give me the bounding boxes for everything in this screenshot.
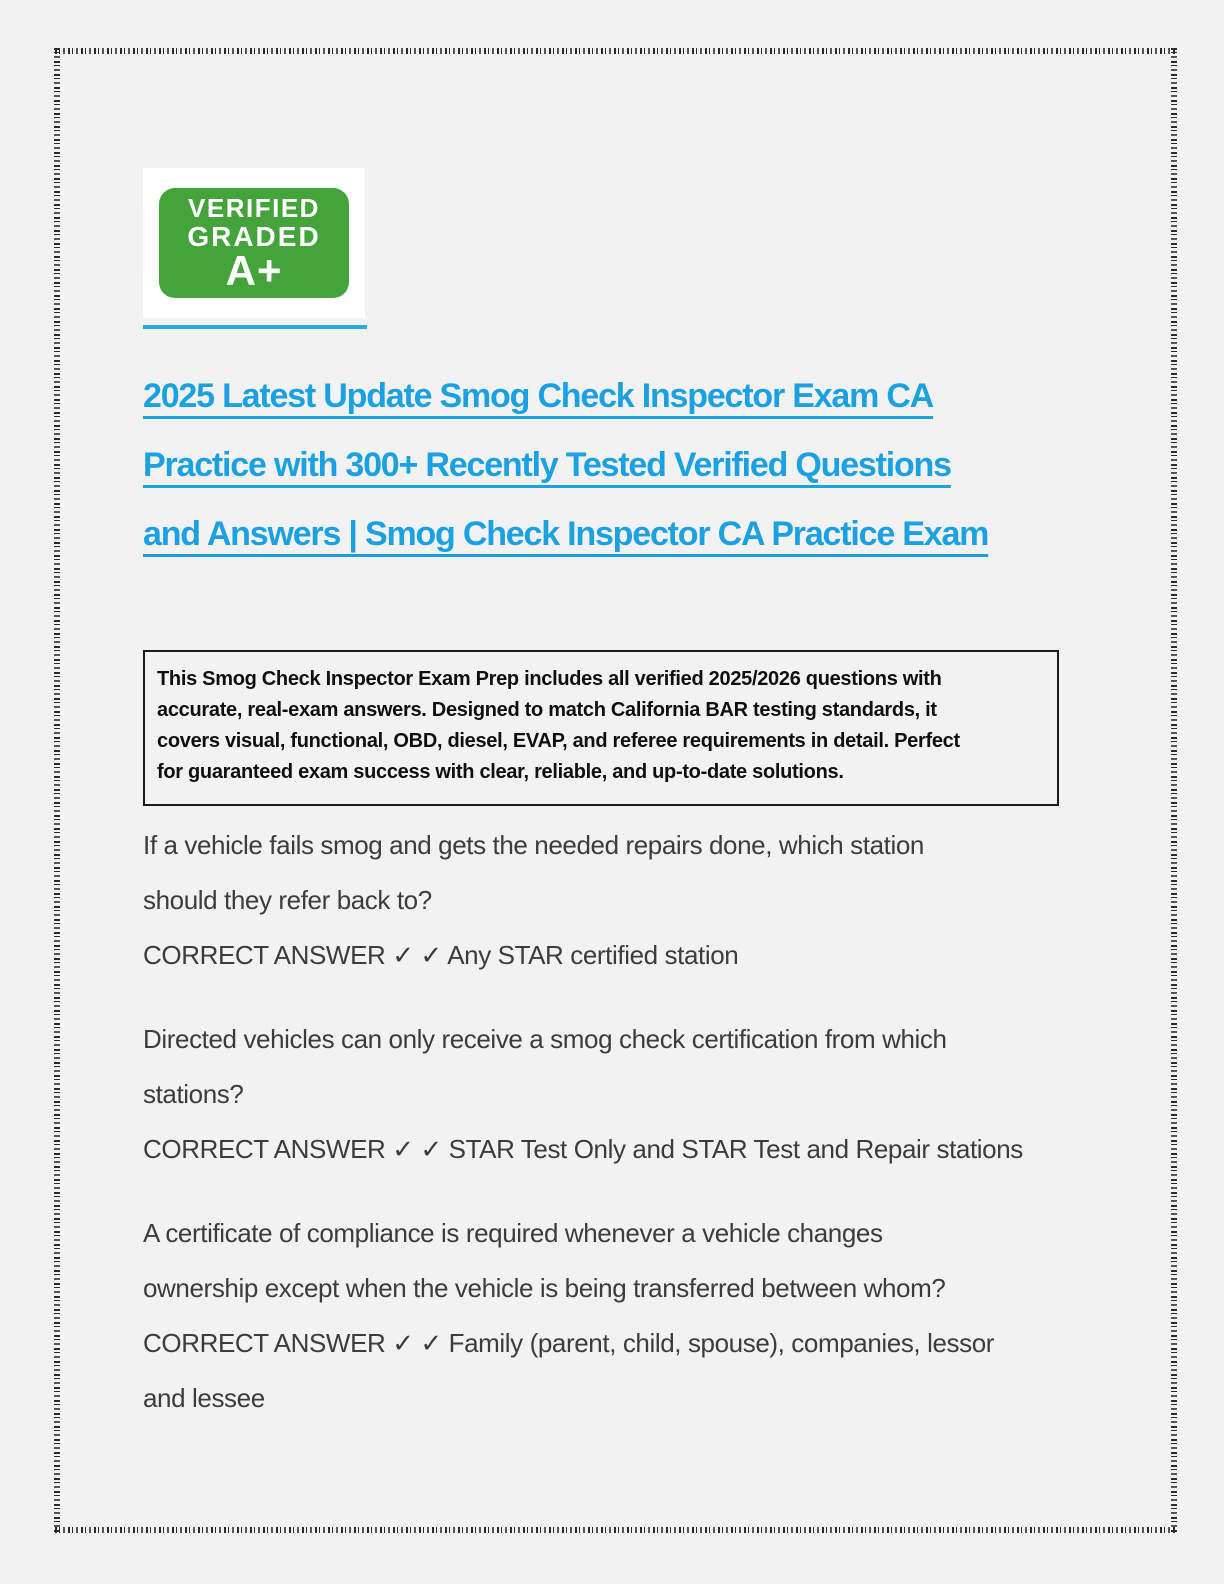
verified-graded-badge: [159, 188, 349, 298]
verified-graded-badge-image[interactable]: [143, 168, 365, 318]
page-border-right: [1171, 48, 1177, 1533]
answer-line: and lessee: [143, 1383, 265, 1413]
page-border-left: [54, 48, 60, 1533]
badge-text-graded: GRADED: [187, 221, 321, 252]
badge-text-a-plus: A+: [225, 247, 283, 295]
description-line: This Smog Check Inspector Exam Prep includes all verified 2025/2026 questions with: [157, 668, 942, 690]
description-line: covers visual, functional, OBD, diesel, EVAP, and referee requirements in detail. Perfect: [157, 730, 960, 752]
question-line: A certificate of compliance is required whenever a vehicle changes: [143, 1218, 883, 1248]
badge-link-underline: [143, 325, 367, 329]
qa-content: [143, 818, 1108, 1455]
title-link-line-2[interactable]: Practice with 300+ Recently Tested Verified Questions: [143, 445, 951, 484]
question-line: stations?: [143, 1079, 244, 1109]
title-link-line-1[interactable]: 2025 Latest Update Smog Check Inspector Exam CA: [143, 377, 934, 415]
answer-line: CORRECT ANSWER ✓ ✓ STAR Test Only and STAR Test and Repair stations: [143, 1134, 1023, 1164]
question-line: ownership except when the vehicle is being transferred between whom?: [143, 1273, 946, 1303]
qa-item-2: [143, 1012, 1108, 1177]
page-title: [143, 376, 1083, 582]
description-line: for guaranteed exam success with clear, reliable, and up-to-date solutions.: [157, 761, 844, 783]
page-border-top: [55, 48, 1177, 54]
answer-line: CORRECT ANSWER ✓ ✓ Any STAR certified station: [143, 940, 739, 970]
question-line: should they refer back to?: [143, 885, 432, 915]
question-line: If a vehicle fails smog and gets the needed repairs done, which station: [143, 830, 924, 860]
description-line: accurate, real-exam answers. Designed to match California BAR testing standards, it: [157, 699, 937, 721]
badge-text-verified: VERIFIED: [188, 192, 320, 223]
qa-item-1: [143, 818, 1108, 983]
page-border-bottom: [55, 1527, 1177, 1533]
qa-item-3: [143, 1206, 1108, 1426]
description-box: [143, 650, 1059, 806]
question-line: Directed vehicles can only receive a smog check certification from which: [143, 1024, 947, 1054]
answer-line: CORRECT ANSWER ✓ ✓ Family (parent, child, spouse), companies, lessor: [143, 1328, 995, 1358]
title-link-line-3[interactable]: and Answers | Smog Check Inspector CA Practice Exam: [143, 514, 989, 553]
